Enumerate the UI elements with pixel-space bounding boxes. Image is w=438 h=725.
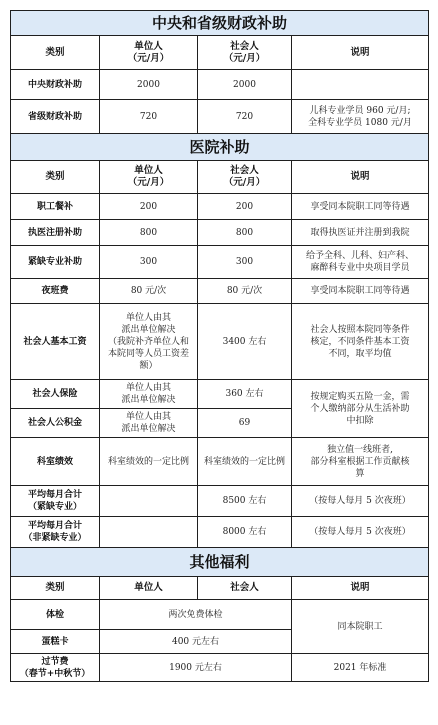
row-category: 平均每月合计 （紧缺专业） [11, 486, 100, 517]
header-note: 说明 [292, 161, 429, 194]
row-unit: 2000 [100, 70, 198, 100]
row-unit [100, 517, 198, 548]
row-note: 享受同本院职工同等待遇 [292, 194, 429, 220]
section-header-hospital [11, 134, 429, 161]
row-category: 过节费 （春节+中秋节） [11, 654, 100, 682]
row-category: 中央财政补助 [11, 70, 100, 100]
row-note: 儿科专业学员 960 元/月; 全科专业学员 1080 元/月 [292, 100, 429, 134]
header-social: 社会人 （元/月） [198, 161, 292, 194]
table-row [11, 654, 429, 682]
row-note: 给予全科、儿科、妇产科、 麻醉科专业中央项目学员 [292, 246, 429, 279]
row-note: 2021 年标准 [292, 654, 429, 682]
row-social: 3400 左右 [198, 304, 292, 380]
row-note: 按规定购买五险一金，需 个人缴纳部分从生活补助 中扣除 [292, 380, 429, 438]
row-social: 8500 左右 [198, 486, 292, 517]
header-note: 说明 [292, 577, 429, 600]
row-unit: 800 [100, 220, 198, 246]
row-unit: 720 [100, 100, 198, 134]
section-header-central [11, 11, 429, 36]
header-row [11, 577, 429, 600]
table-row [11, 194, 429, 220]
row-category: 紧缺专业补助 [11, 246, 100, 279]
header-category: 类别 [11, 161, 100, 194]
row-social: 360 左右 [198, 380, 292, 409]
header-unit: 单位人 [100, 577, 198, 600]
row-social: 80 元/次 [198, 279, 292, 304]
row-category: 夜班费 [11, 279, 100, 304]
table-row [11, 279, 429, 304]
row-category: 省级财政补助 [11, 100, 100, 134]
table-row [11, 70, 429, 100]
row-category: 体检 [11, 600, 100, 630]
row-category: 职工餐补 [11, 194, 100, 220]
table-row [11, 438, 429, 486]
row-category: 社会人基本工资 [11, 304, 100, 380]
row-value: 400 元左右 [100, 630, 292, 654]
row-unit: 单位人由其 派出单位解决 （我院补齐单位人和 本院同等人员工资差 额） [100, 304, 198, 380]
row-social: 8000 左右 [198, 517, 292, 548]
header-unit: 单位人 （元/月） [100, 161, 198, 194]
row-social: 2000 [198, 70, 292, 100]
row-unit: 80 元/次 [100, 279, 198, 304]
subsidy-document [10, 10, 428, 682]
header-unit: 单位人 （元/月） [100, 36, 198, 70]
table-row [11, 486, 429, 517]
header-social: 社会人 [198, 577, 292, 600]
row-social: 300 [198, 246, 292, 279]
row-unit: 单位人由其 派出单位解决 [100, 409, 198, 438]
row-note: 享受同本院职工同等待遇 [292, 279, 429, 304]
row-note: （按每人每月 5 次夜班） [292, 517, 429, 548]
header-row [11, 36, 429, 70]
section-title: 其他福利 [11, 548, 429, 577]
row-value: 1900 元左右 [100, 654, 292, 682]
row-unit: 科室绩效的一定比例 [100, 438, 198, 486]
table-row [11, 380, 429, 409]
row-note: 取得执医证并注册到我院 [292, 220, 429, 246]
row-category: 社会人保险 [11, 380, 100, 409]
row-note [292, 70, 429, 100]
row-category: 执医注册补助 [11, 220, 100, 246]
section-title: 中央和省级财政补助 [11, 11, 429, 36]
section-title: 医院补助 [11, 134, 429, 161]
row-note: （按每人每月 5 次夜班） [292, 486, 429, 517]
row-category: 蛋糕卡 [11, 630, 100, 654]
row-category: 平均每月合计 （非紧缺专业） [11, 517, 100, 548]
table-row [11, 246, 429, 279]
subsidy-table [10, 10, 429, 682]
row-note: 同本院职工 [292, 600, 429, 654]
table-row [11, 100, 429, 134]
row-unit: 300 [100, 246, 198, 279]
header-category: 类别 [11, 36, 100, 70]
row-category: 科室绩效 [11, 438, 100, 486]
table-row [11, 517, 429, 548]
row-social: 720 [198, 100, 292, 134]
row-note: 社会人按照本院同等条件 核定，不同条件基本工资 不同，取平均值 [292, 304, 429, 380]
row-social: 科室绩效的一定比例 [198, 438, 292, 486]
row-social: 69 [198, 409, 292, 438]
row-social: 200 [198, 194, 292, 220]
header-social: 社会人 （元/月） [198, 36, 292, 70]
row-category: 社会人公积金 [11, 409, 100, 438]
row-note: 独立值一线班者, 部分科室根据工作贡献核 算 [292, 438, 429, 486]
row-social: 800 [198, 220, 292, 246]
section-header-other [11, 548, 429, 577]
header-category: 类别 [11, 577, 100, 600]
row-unit: 单位人由其 派出单位解决 [100, 380, 198, 409]
header-note: 说明 [292, 36, 429, 70]
header-row [11, 161, 429, 194]
table-row [11, 304, 429, 380]
table-row [11, 600, 429, 630]
row-value: 两次免费体检 [100, 600, 292, 630]
table-row [11, 220, 429, 246]
row-unit [100, 486, 198, 517]
row-unit: 200 [100, 194, 198, 220]
